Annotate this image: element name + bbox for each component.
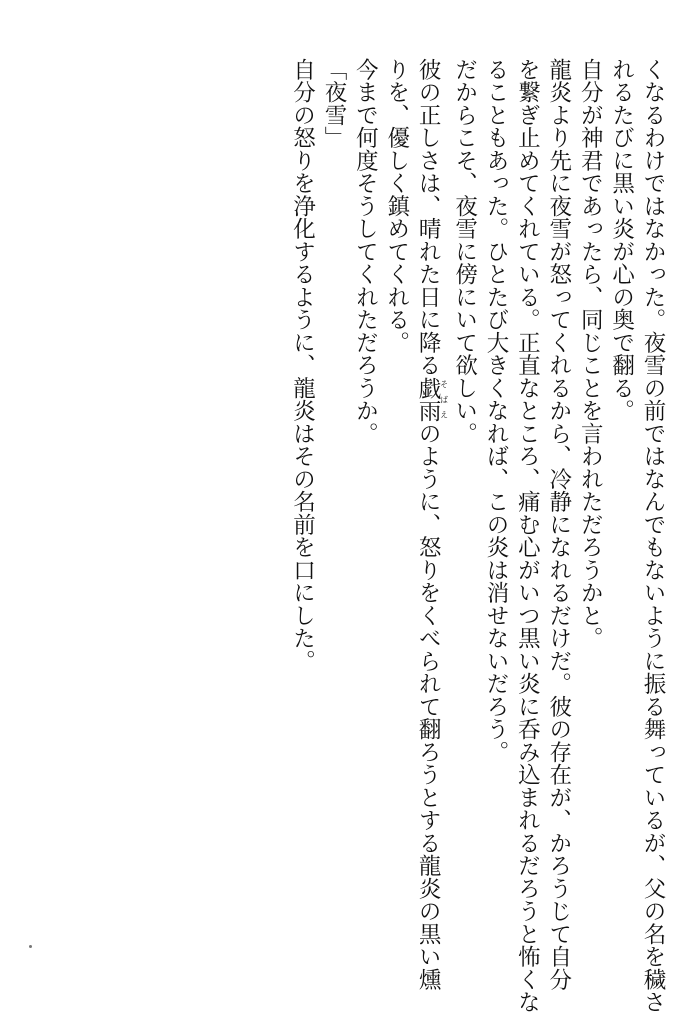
text-line-8	[412, 58, 449, 991]
body-text	[286, 58, 668, 1014]
text-line-8-before: 彼の正しさは、晴れた日に降る	[415, 58, 442, 377]
furigana-reading: そばえ	[439, 376, 449, 422]
text-line-5: を繋ぎ止めてくれている。正直なところ、痛む心がいつ黒い炎に呑み込まれるだろうと怖くな	[514, 58, 541, 1014]
page-corner-mark	[29, 945, 32, 948]
text-line-2: れるたびに黒い炎が心の奥で翻る。	[608, 58, 635, 422]
text-line-7: だからこそ、夜雪に傍にいて欲しい。	[451, 58, 478, 445]
text-line-12: 自分の怒りを浄化するように、龍炎はその名前を口にした。	[289, 58, 316, 673]
text-line-6: ることもあった。ひとたび大きくなれば、この炎は消せないだろう。	[482, 58, 509, 764]
furigana-base: 戯雨	[415, 376, 442, 422]
text-line-11: 「夜雪」	[320, 58, 347, 149]
text-line-10: 今まで何度そうしてくれただろうか。	[352, 58, 379, 445]
text-line-3: 自分が神君であったら、同じことを言われただろうかと。	[577, 58, 604, 650]
text-line-1: くなるわけではなかった。夜雪の前ではなんでもないように振る舞っているが、父の名を穢さ	[640, 58, 666, 1014]
text-line-8-after: のように、怒りをくべられて翻ろうとする龍炎の黒い燻	[415, 422, 442, 991]
text-line-9: りを、優しく鎮めてくれる。	[383, 58, 410, 354]
text-line-4: 龍炎より先に夜雪が怒ってくれるから、冷静になれるだけだ。彼の存在が、かろうじて自分	[545, 58, 572, 991]
furigana-word	[415, 376, 449, 423]
